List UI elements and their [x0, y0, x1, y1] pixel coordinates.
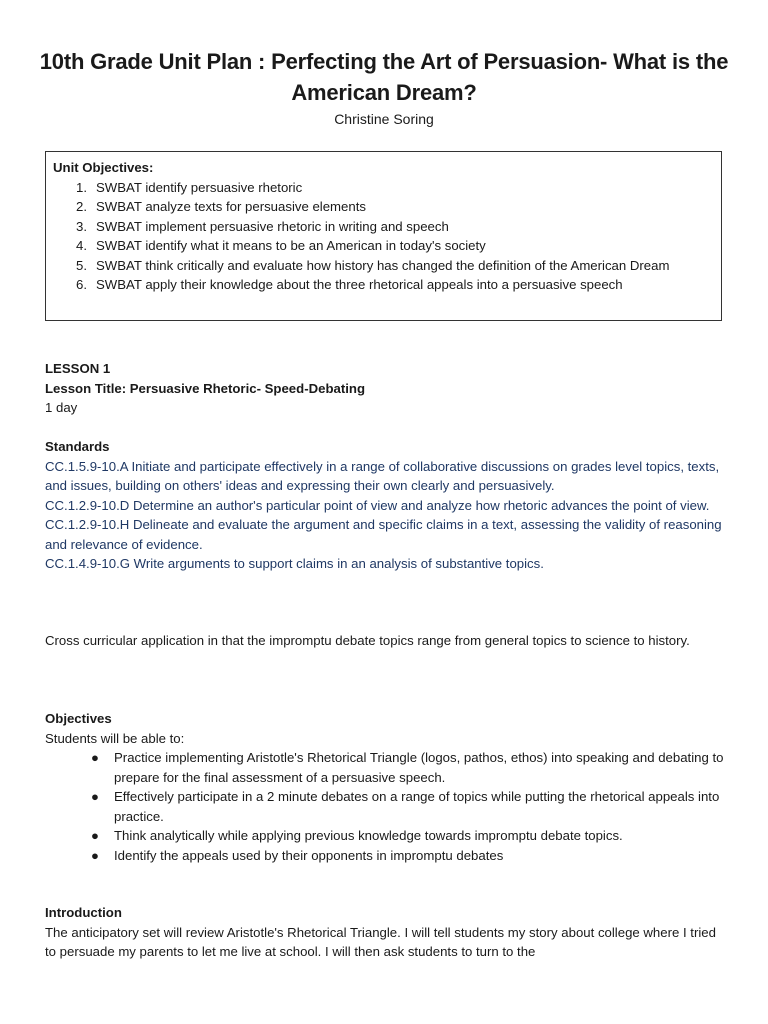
objectives-list	[45, 748, 725, 865]
bullet-icon: ●	[91, 750, 99, 765]
unit-objectives-heading: Unit Objectives:	[53, 160, 154, 175]
list-number: 4.	[76, 238, 87, 253]
unit-objectives-box	[45, 151, 722, 321]
objectives-heading: Objectives	[45, 711, 112, 726]
bullet-icon: ●	[91, 828, 99, 843]
objectives-section	[45, 709, 725, 865]
list-item-text: SWBAT analyze texts for persuasive elements	[96, 199, 366, 214]
unit-objectives-list	[53, 178, 711, 295]
list-item	[53, 197, 711, 217]
standard-item: CC.1.2.9-10.D Determine an author's particular point of view and analyze how rhetoric advances the point of view.	[45, 497, 710, 513]
list-item	[45, 748, 725, 787]
list-item	[53, 275, 711, 295]
list-number: 5.	[76, 257, 87, 273]
lesson-duration: 1 day	[45, 400, 78, 415]
introduction-text: The anticipatory set will review Aristotle's Rhetorical Triangle. I will tell students my story about college where I tried to persuade my parents to let me live at school. I will then ask students to turn to the	[45, 924, 716, 959]
list-item	[53, 178, 711, 198]
list-item-text: Effectively participate in a 2 minute debates on a range of topics while putting the rhetorical appeals into practice.	[114, 789, 720, 824]
list-item	[45, 826, 725, 846]
list-item-text: SWBAT identify what it means to be an American in today's society	[96, 238, 486, 253]
page-title: 10th Grade Unit Plan : Perfecting the Art of Persuasion- What is the American Dream?	[39, 49, 729, 105]
objectives-intro: Students will be able to:	[45, 730, 185, 746]
lesson-title: Lesson Title: Persuasive Rhetoric- Speed-Debating	[45, 380, 366, 396]
list-number: 3.	[76, 218, 87, 234]
list-item	[45, 846, 725, 866]
lesson-label: LESSON 1	[45, 361, 111, 376]
standards-heading: Standards	[45, 439, 110, 454]
list-item-text: Think analytically while applying previous knowledge towards impromptu debate topics.	[114, 828, 623, 843]
list-item	[53, 217, 711, 237]
list-item-text: Practice implementing Aristotle's Rhetorical Triangle (logos, pathos, ethos) into speaking and debating to prepare for the final assessment of a persuasive speech.	[114, 750, 724, 785]
list-item-text: SWBAT think critically and evaluate how history has changed the definition of the American Dream	[96, 257, 670, 273]
cross-curricular-paragraph: Cross curricular application in that the impromptu debate topics range from general topics to science to history.	[45, 633, 690, 648]
list-item	[45, 787, 725, 826]
author-name: Christine Soring	[334, 111, 434, 127]
list-item-text: Identify the appeals used by their opponents in impromptu debates	[114, 847, 504, 863]
standard-item: CC.1.2.9-10.H Delineate and evaluate the argument and specific claims in a text, assessing the validity of reasoning and relevance of evidence.	[45, 517, 722, 552]
list-number: 1.	[76, 179, 87, 195]
standard-item: CC.1.4.9-10.G Write arguments to support claims in an analysis of substantive topics.	[45, 556, 544, 571]
list-item-text: SWBAT implement persuasive rhetoric in writing and speech	[96, 218, 449, 234]
standard-item: CC.1.5.9-10.A Initiate and participate effectively in a range of collaborative discussions on grades level topics, texts, and issues, building on others' ideas and expressing their own clearly and persuasively.	[45, 458, 720, 493]
list-item	[53, 236, 711, 256]
list-number: 2.	[76, 199, 87, 214]
list-item-text: SWBAT apply their knowledge about the three rhetorical appeals into a persuasive speech	[96, 277, 623, 292]
lesson-header	[45, 359, 725, 418]
list-item	[53, 256, 711, 276]
bullet-icon: ●	[91, 789, 99, 804]
standards-section	[45, 437, 725, 574]
list-item-text: SWBAT identify persuasive rhetoric	[96, 179, 303, 195]
list-number: 6.	[76, 277, 87, 292]
introduction-heading: Introduction	[45, 905, 122, 920]
introduction-section	[45, 903, 725, 962]
bullet-icon: ●	[91, 847, 99, 863]
